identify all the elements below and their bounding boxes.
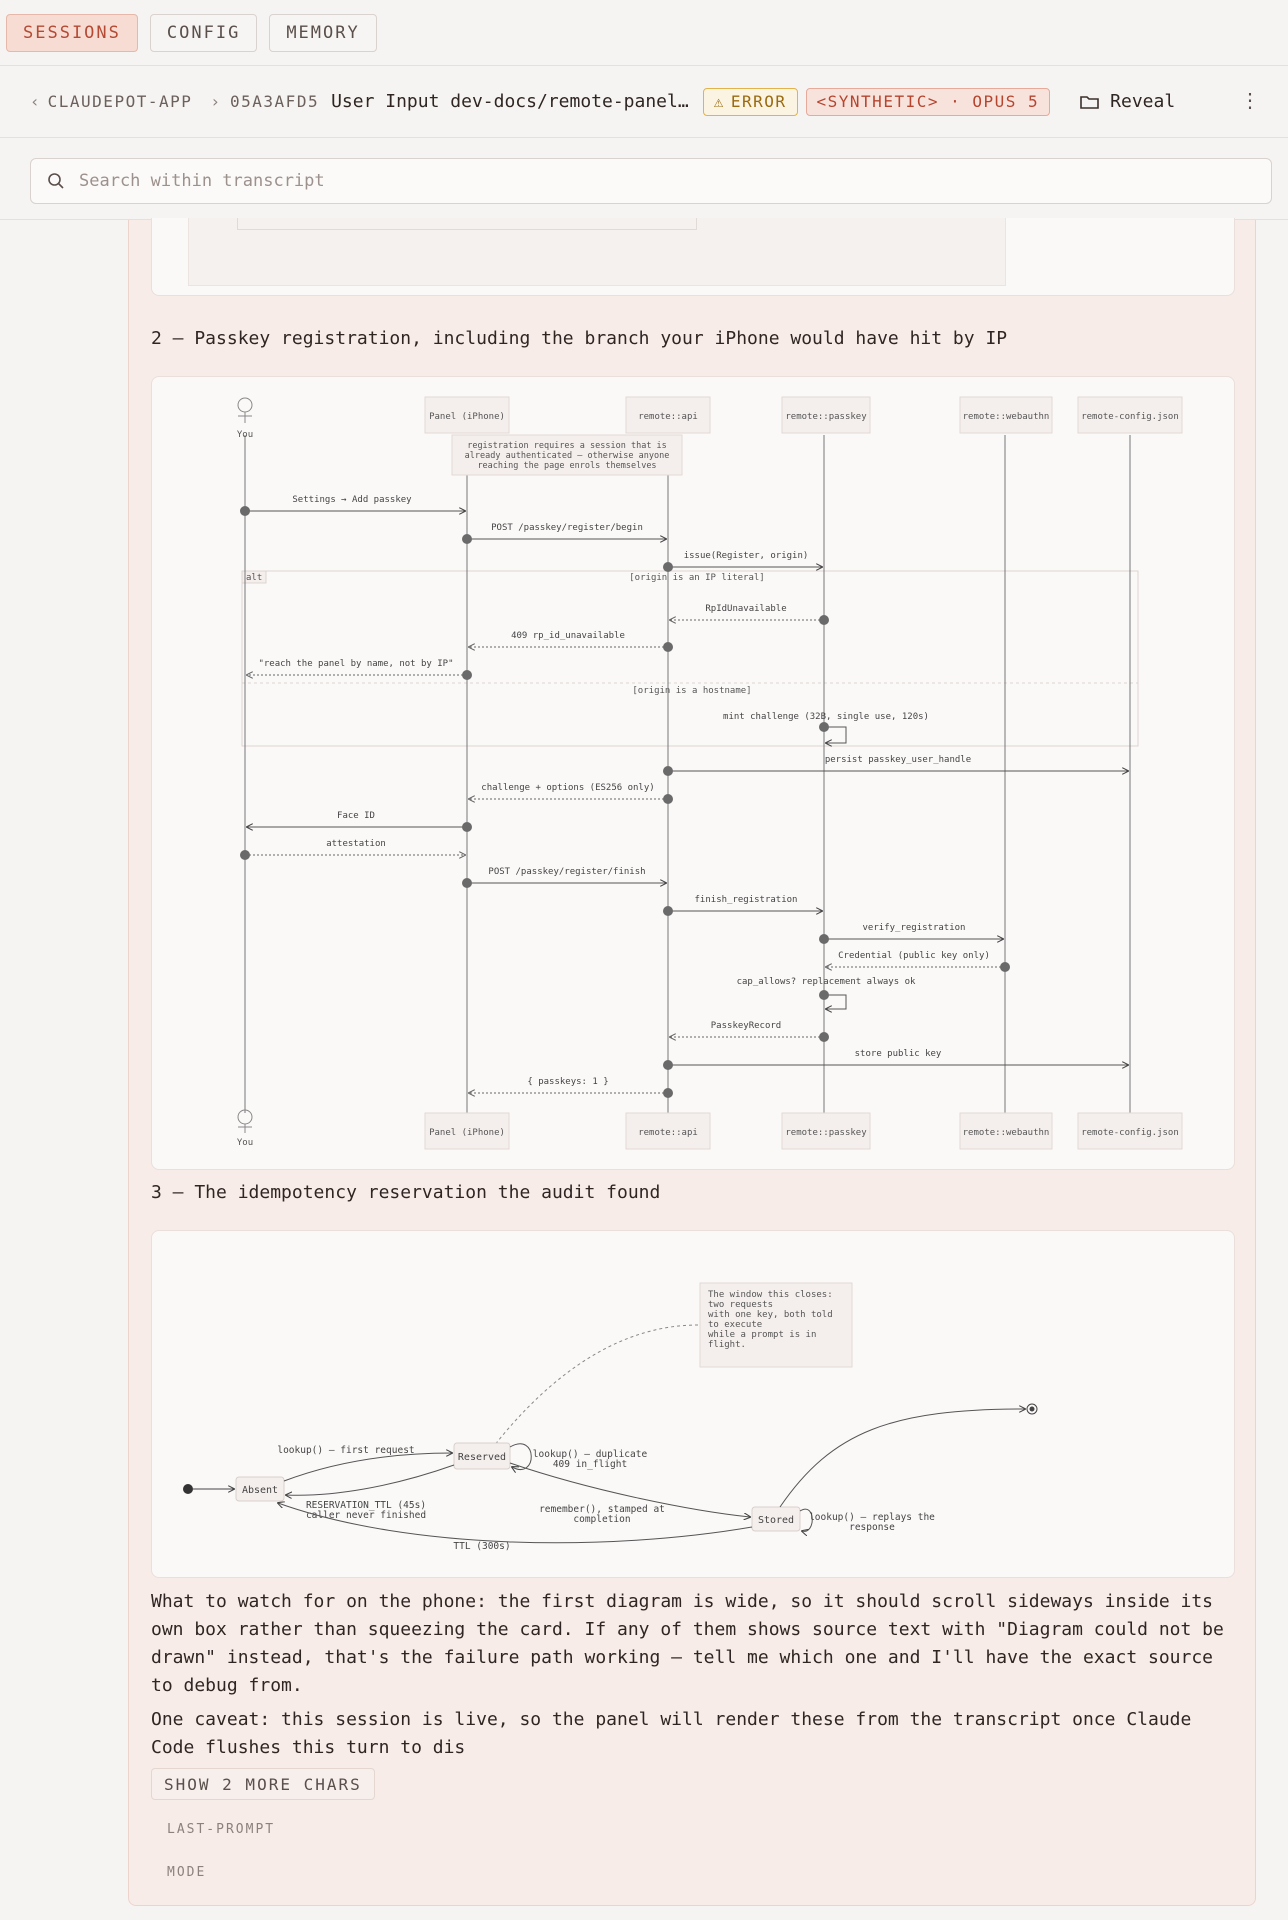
top-tabs — [0, 0, 1288, 66]
msg-13: finish_registration — [694, 895, 798, 905]
transition-end — [780, 1409, 1025, 1507]
msg-19: { passkeys: 1 } — [527, 1077, 609, 1087]
transition-duplicate — [510, 1444, 531, 1470]
start-node — [183, 1484, 193, 1494]
state-reserved-label: Reserved — [457, 1452, 507, 1463]
msg-18: store public key — [854, 1049, 942, 1059]
show-more-button[interactable]: SHOW 2 MORE CHARS — [151, 1768, 375, 1800]
participant-webauthn-bottom: remote::webauthn — [962, 1128, 1050, 1138]
participant-api: remote::api — [638, 412, 698, 422]
msg-8: persist passkey_user_handle — [824, 755, 972, 765]
transition-label-3: 409 in_flight — [552, 1459, 628, 1470]
activation-dot — [663, 642, 673, 652]
state-note-line-6: flight. — [708, 1340, 746, 1350]
activation-dot — [462, 670, 472, 680]
state-note-line-3: with one key, both told — [708, 1310, 833, 1320]
participant-passkey: remote::passkey — [785, 412, 867, 422]
participant-you-bottom: You — [236, 1138, 254, 1148]
search-box — [30, 158, 1272, 204]
state-diagram-panel[interactable] — [151, 1230, 1235, 1578]
participant-api-bottom: remote::api — [638, 1128, 698, 1138]
breadcrumb-project[interactable]: CLAUDEPOT-APP — [47, 92, 193, 111]
meta-last-prompt-label: LAST-PROMPT — [167, 1822, 276, 1837]
activation-dot — [462, 534, 472, 544]
transition-label-7: completion — [573, 1514, 631, 1525]
activation-dot — [819, 722, 829, 732]
section-3-heading: 3 — The idempotency reservation the audit found — [151, 1182, 661, 1203]
state-note-line-2: two requests — [708, 1300, 774, 1310]
msg-1: Settings → Add passkey — [292, 495, 412, 505]
msg-10: Face ID — [337, 811, 375, 821]
message-paragraph-1: What to watch for on the phone: the first diagram is wide, so it should scroll sideways inside its own box rather than squeezing the card. If any of them shows source text with "Diagram could not be drawn" instead, that's the failure path working — tell me which one and I'll have the exact source to debug from. — [151, 1591, 1224, 1696]
participant-config: remote-config.json — [1081, 412, 1179, 422]
transition-label-6: remember(), stamped at — [539, 1504, 665, 1515]
transition-first-request — [284, 1453, 452, 1481]
participant-passkey-bottom: remote::passkey — [785, 1128, 867, 1138]
warning-icon: ⚠ — [713, 92, 725, 111]
state-diagram — [152, 1231, 1236, 1579]
breadcrumb-session[interactable]: 05A3AFD5 — [230, 92, 320, 111]
participant-webauthn: remote::webauthn — [962, 412, 1050, 422]
sequence-diagram-panel[interactable] — [151, 376, 1235, 1170]
alt-guard-1: [origin is an IP literal] — [629, 573, 765, 583]
diagram-1-box — [237, 218, 697, 230]
participant-you: You — [236, 430, 254, 440]
transition-label-8: lookup() — replays the — [809, 1512, 935, 1523]
page-title: User Input dev-docs/remote-panel… — [331, 91, 689, 112]
alt-guard-2: [origin is a hostname] — [632, 686, 752, 696]
breadcrumb — [0, 66, 1288, 138]
msg-15: Credential (public key only) — [838, 951, 990, 961]
state-stored-label: Stored — [757, 1515, 795, 1526]
search-input[interactable] — [79, 171, 1179, 191]
diagram-1-canvas — [188, 218, 1006, 286]
msg-9: challenge + options (ES256 only) — [481, 783, 655, 793]
transition-label-10: TTL (300s) — [453, 1541, 511, 1552]
error-badge-label: ERROR — [730, 92, 787, 111]
search-icon — [47, 172, 65, 190]
activation-dot — [819, 1032, 829, 1042]
activation-dot — [663, 1088, 673, 1098]
msg-5: 409 rp_id_unavailable — [511, 631, 625, 641]
msg-3: issue(Register, origin) — [683, 551, 809, 561]
activation-dot — [819, 990, 829, 1000]
model-badge: <SYNTHETIC> · OPUS 5 — [806, 88, 1051, 116]
search-bar — [0, 138, 1288, 220]
transition-label-5: caller never finished — [305, 1510, 427, 1521]
state-note-line-4: to execute — [708, 1320, 763, 1330]
participant-panel: Panel (iPhone) — [429, 412, 505, 422]
activation-dot — [462, 878, 472, 888]
msg-6: "reach the panel by name, not by IP" — [258, 659, 454, 669]
transition-reservation-ttl — [286, 1465, 454, 1495]
transition-label-2: lookup() — duplicate — [532, 1449, 648, 1460]
activation-dot — [663, 906, 673, 916]
activation-dot — [240, 506, 250, 516]
msg-4: RpIdUnavailable — [705, 604, 787, 614]
state-note-line-1: The window this closes: — [708, 1290, 833, 1300]
activation-dot — [663, 766, 673, 776]
activation-dot — [462, 822, 472, 832]
activation-dot — [819, 615, 829, 625]
alt-label: alt — [246, 573, 263, 583]
tab-sessions[interactable]: SESSIONS — [6, 14, 138, 52]
sequence-note-line-2: already authenticated — otherwise anyone — [464, 451, 670, 461]
msg-16: cap_allows? replacement always ok — [736, 977, 916, 987]
tab-memory[interactable]: MEMORY — [269, 14, 376, 52]
error-badge — [703, 88, 798, 116]
msg-14: verify_registration — [862, 923, 966, 933]
section-2-heading: 2 — Passkey registration, including the branch your iPhone would have hit by IP — [151, 328, 1008, 349]
sequence-note-line-1: registration requires a session that is — [467, 441, 667, 451]
note-connector — [490, 1325, 698, 1451]
msg-7: mint challenge (32B, single use, 120s) — [723, 712, 929, 722]
activation-dot — [819, 934, 829, 944]
meta-mode-label: MODE — [167, 1865, 207, 1880]
activation-dot — [1000, 962, 1010, 972]
msg-17: PasskeyRecord — [710, 1021, 782, 1031]
tab-config[interactable]: CONFIG — [150, 14, 257, 52]
chevron-right-icon: › — [210, 92, 221, 111]
actor-icon-bottom — [238, 1110, 252, 1133]
activation-dot — [663, 794, 673, 804]
transition-label-4: RESERVATION_TTL (45s) — [305, 1500, 427, 1511]
message-card — [128, 220, 1256, 1906]
transition-label-9: response — [849, 1522, 895, 1533]
reveal-button[interactable] — [1080, 91, 1175, 112]
activation-dot — [663, 562, 673, 572]
more-menu-icon[interactable]: ⋮ — [1240, 88, 1260, 112]
diagram-panel-1 — [151, 218, 1235, 296]
participant-config-bottom: remote-config.json — [1081, 1128, 1179, 1138]
message-paragraph-2: One caveat: this session is live, so the panel will render these from the transcript once Claude Code flushes this turn to dis — [151, 1709, 1192, 1758]
participant-panel-bottom: Panel (iPhone) — [429, 1128, 505, 1138]
sequence-diagram — [152, 377, 1236, 1171]
activation-dot — [240, 850, 250, 860]
state-absent-label: Absent — [241, 1485, 279, 1496]
state-note-line-5: while a prompt is in — [708, 1330, 817, 1340]
sequence-note-line-3: reaching the page enrols themselves — [477, 461, 657, 471]
transition-label-1: lookup() — first request — [277, 1445, 415, 1456]
actor-icon-top — [238, 398, 252, 423]
reveal-label: Reveal — [1110, 91, 1176, 112]
activation-dot — [663, 1060, 673, 1070]
chevron-left-icon[interactable]: ‹ — [30, 92, 40, 111]
folder-icon — [1080, 94, 1100, 110]
msg-12: POST /passkey/register/finish — [488, 867, 646, 877]
end-node-core — [1030, 1407, 1035, 1412]
msg-2: POST /passkey/register/begin — [491, 523, 643, 533]
msg-11: attestation — [326, 839, 386, 849]
